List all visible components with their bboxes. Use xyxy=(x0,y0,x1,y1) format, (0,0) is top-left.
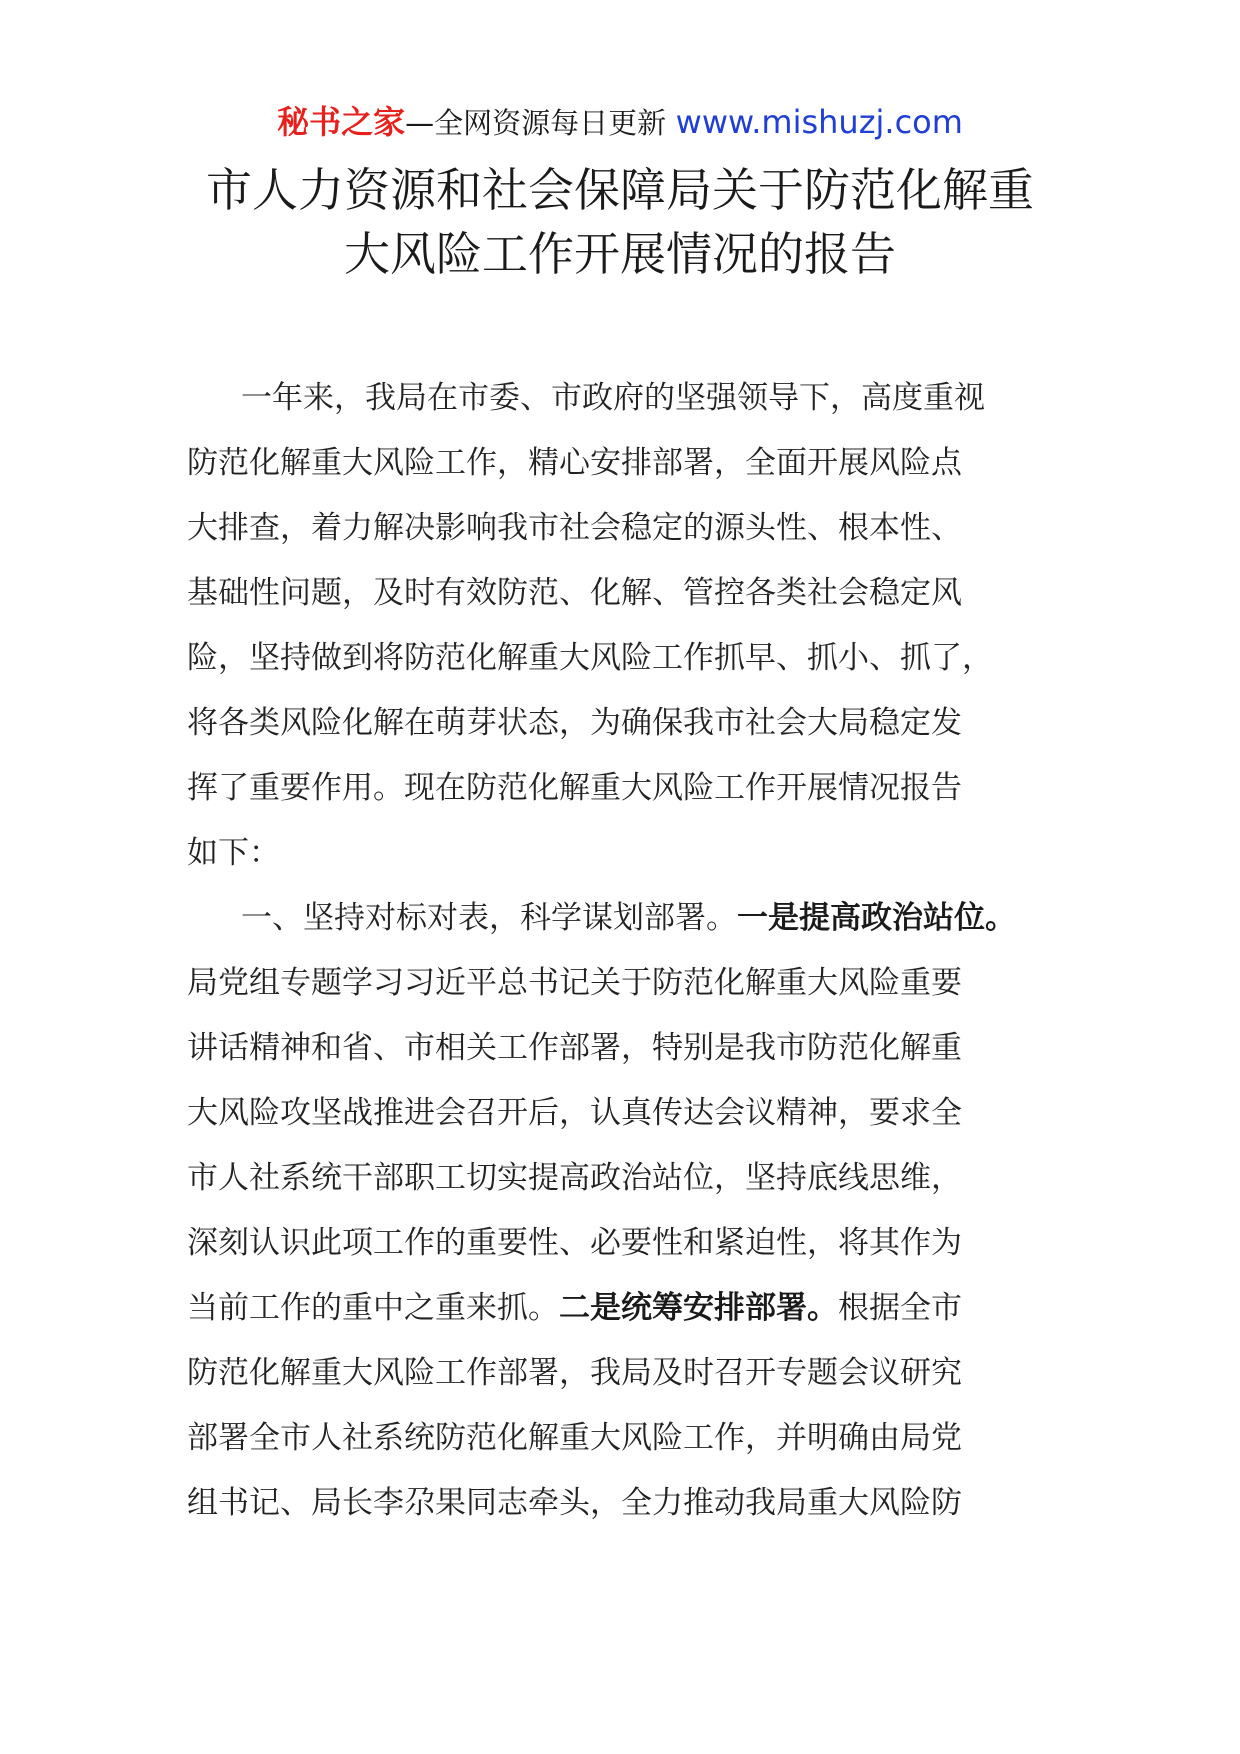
paragraph-1-line: 一年来，我局在市委、市政府的坚强领导下，高度重视 xyxy=(241,380,985,416)
paragraph-1-line: 如下： xyxy=(187,835,280,871)
paragraph-2-mixed-line xyxy=(187,1276,1057,1341)
document-title xyxy=(0,158,1240,286)
paragraph-1-line: 防范化解重大风险工作，精心安排部署，全面开展风险点 xyxy=(187,445,962,481)
site-url-link[interactable]: www.mishuzj.com xyxy=(675,103,963,141)
paragraph-1-line: 将各类风险化解在萌芽状态，为确保我市社会大局稳定发 xyxy=(187,705,962,741)
title-line-2: 大风险工作开展情况的报告 xyxy=(344,227,896,281)
paragraph-2-text: 根据全市 xyxy=(838,1290,962,1326)
header-banner xyxy=(0,100,1240,146)
subpoint-heading: 二是统筹安排部署。 xyxy=(559,1290,838,1326)
paragraph-1-line: 挥了重要作用。现在防范化解重大风险工作开展情况报告 xyxy=(187,770,962,806)
section-heading: 一、坚持对标对表，科学谋划部署。 xyxy=(241,900,737,936)
paragraph-1-line: 险，坚持做到将防范化解重大风险工作抓早、抓小、抓了， xyxy=(187,640,993,676)
paragraph-1-line: 大排查，着力解决影响我市社会稳定的源头性、根本性、 xyxy=(187,510,962,546)
paragraph-2-line: 局党组专题学习习近平总书记关于防范化解重大风险重要 xyxy=(187,965,962,1001)
paragraph-2-line: 部署全市人社系统防范化解重大风险工作，并明确由局党 xyxy=(187,1420,962,1456)
paragraph-2-line: 防范化解重大风险工作部署，我局及时召开专题会议研究 xyxy=(187,1355,962,1391)
paragraph-2-line: 讲话精神和省、市相关工作部署，特别是我市防范化解重 xyxy=(187,1030,962,1066)
subpoint-heading: 一是提高政治站位。 xyxy=(737,900,1016,936)
paragraph-2-heading-line xyxy=(187,886,1057,951)
paragraph-2-line: 深刻认识此项工作的重要性、必要性和紧迫性，将其作为 xyxy=(187,1225,962,1261)
document-body xyxy=(187,366,1057,1536)
paragraph-1-line: 基础性问题，及时有效防范、化解、管控各类社会稳定风 xyxy=(187,575,962,611)
paragraph-2-line: 大风险攻坚战推进会召开后，认真传达会议精神，要求全 xyxy=(187,1095,962,1131)
paragraph-2-text: 当前工作的重中之重来抓。 xyxy=(187,1290,559,1326)
paragraph-2-line: 组书记、局长李尕果同志牵头，全力推动我局重大风险防 xyxy=(187,1485,962,1521)
paragraph-2-line: 市人社系统干部职工切实提高政治站位，坚持底线思维， xyxy=(187,1160,962,1196)
title-line-1: 市人力资源和社会保障局关于防范化解重 xyxy=(206,163,1034,217)
brand-name: 秘书之家 xyxy=(277,103,406,141)
header-slogan: —全网资源每日更新 xyxy=(405,106,667,140)
